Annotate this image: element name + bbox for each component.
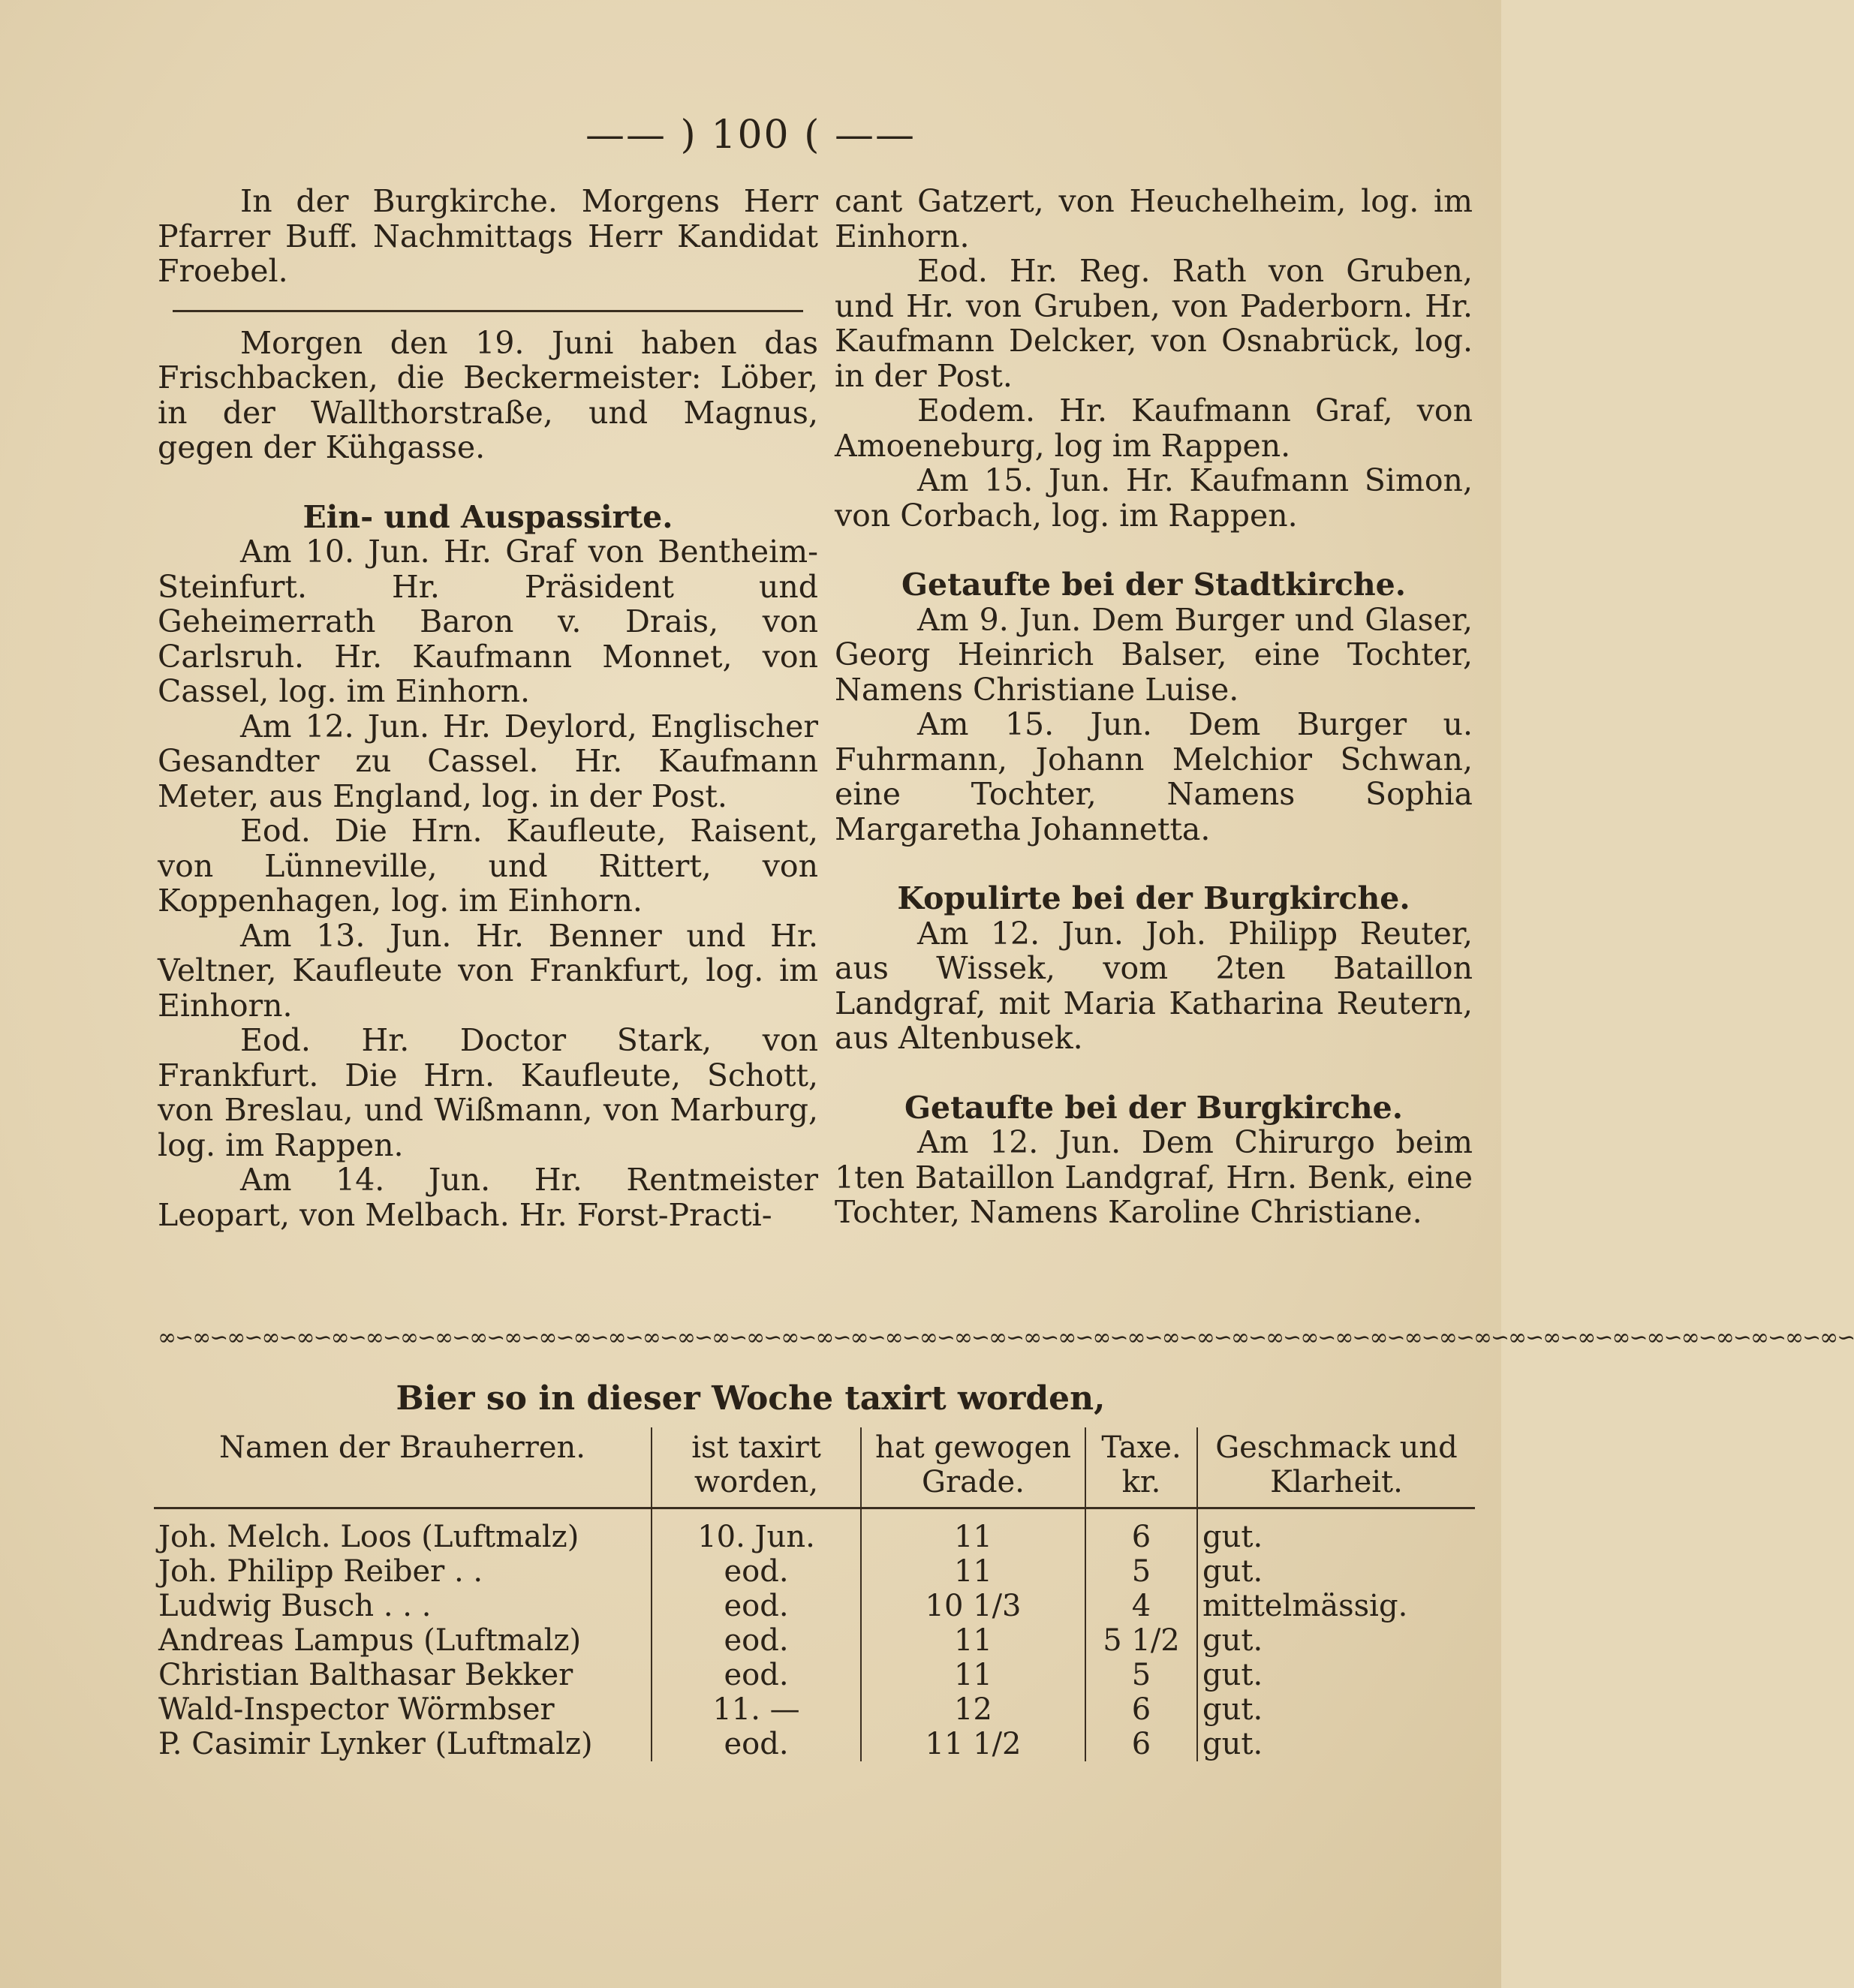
tax-date: eod. [652, 1589, 861, 1623]
tax-date: 11. — [652, 1692, 861, 1727]
tax-value: 5 1/2 [1085, 1623, 1197, 1658]
brewer-name: Joh. Melch. Loos (Luftmalz) [158, 1520, 579, 1554]
table-row [154, 1508, 1475, 1555]
taste-rating: gut. [1197, 1727, 1475, 1761]
baptism-entry: Am 15. Jun. Dem Burger u. Fuhrmann, Johann Melchior Schwan, eine Tochter, Namens Sophia Margaretha Johannetta. [835, 706, 1473, 847]
left-column [158, 184, 818, 1232]
table-row [154, 1554, 1475, 1589]
marriages-castle-church-heading: Kopulirte bei der Burgkirche. [897, 880, 1410, 916]
tax-value: 4 [1085, 1589, 1197, 1623]
tax-date: eod. [652, 1554, 861, 1589]
table-row [154, 1692, 1475, 1727]
travelers-entry: Eod. Hr. Doctor Stark, von Frankfurt. Die Hrn. Kaufleute, Schott, von Breslau, und Wißmann, von Marburg, log. im Rappen. [158, 1022, 818, 1163]
church-service-notice: In der Burgkirche. Morgens Herr Pfarrer Buff. Nachmittags Herr Kandidat Froebel. [158, 183, 818, 289]
section-divider [173, 310, 803, 312]
beer-tax-table [154, 1427, 1475, 1761]
table-header-row [154, 1427, 1475, 1508]
tax-date: eod. [652, 1658, 861, 1692]
weight-grade: 11 [861, 1658, 1085, 1692]
brewer-name: Christian Balthasar Bekker [158, 1658, 573, 1692]
baptisms-castle-church-heading: Getaufte bei der Burgkirche. [904, 1089, 1404, 1126]
tax-value: 5 [1085, 1554, 1197, 1589]
tax-value: 6 [1085, 1692, 1197, 1727]
taste-rating: mittelmässig. [1197, 1589, 1475, 1623]
weight-grade: 12 [861, 1692, 1085, 1727]
travelers-entry: Am 10. Jun. Hr. Graf von Bentheim-Steinfurt. Hr. Präsident und Geheimerrath Baron v. Drais, von Carlsruh. Hr. Kaufmann Monnet, von Cassel, log. im Einhorn. [158, 534, 818, 709]
taste-rating: gut. [1197, 1692, 1475, 1727]
table-row [154, 1658, 1475, 1692]
weight-grade: 11 [861, 1554, 1085, 1589]
page-number: —— ) 100 ( —— [585, 113, 916, 158]
brewer-name: Joh. Philipp Reiber . . [158, 1554, 483, 1589]
tax-date: 10. Jun. [652, 1508, 861, 1555]
col-header-taste: Geschmack und Klarheit. [1197, 1427, 1475, 1508]
ornamental-border: ∞∽∞∽∞∽∞∽∞∽∞∽∞∽∞∽∞∽∞∽∞∽∞∽∞∽∞∽∞∽∞∽∞∽∞∽∞∽∞∽∞∽∞∽∞∽∞∽∞∽∞∽∞∽∞∽∞∽∞∽∞∽∞∽∞∽∞∽∞∽∞∽∞∽∞∽∞∽∞∽∞∽∞∽∞∽∞∽∞∽∞∽∞∽∞∽∞∽ [158, 1325, 1854, 1351]
travelers-entry: Eodem. Hr. Kaufmann Graf, von Amoeneburg, log im Rappen. [835, 392, 1473, 464]
tax-value: 6 [1085, 1727, 1197, 1761]
travelers-entry: Am 13. Jun. Hr. Benner und Hr. Veltner, Kaufleute von Frankfurt, log. im Einhorn. [158, 917, 818, 1024]
taste-rating: gut. [1197, 1658, 1475, 1692]
table-row [154, 1589, 1475, 1623]
taste-rating: gut. [1197, 1508, 1475, 1555]
col-header-tax: Taxe. kr. [1085, 1427, 1197, 1508]
right-column [835, 184, 1473, 1230]
taste-rating: gut. [1197, 1554, 1475, 1589]
brewer-name: Andreas Lampus (Luftmalz) [158, 1623, 582, 1658]
table-row [154, 1727, 1475, 1761]
brewer-name: Wald-Inspector Wörmbser [158, 1692, 555, 1727]
beer-table-title: Bier so in dieser Woche taxirt worden, [396, 1379, 1106, 1418]
travelers-entry: Am 12. Jun. Hr. Deylord, Englischer Gesandter zu Cassel. Hr. Kaufmann Meter, aus England, log. in der Post. [158, 708, 818, 814]
marriage-entry: Am 12. Jun. Joh. Philipp Reuter, aus Wissek, vom 2ten Bataillon Landgraf, mit Maria Katharina Reutern, aus Altenbusek. [835, 915, 1473, 1056]
brewer-name: Ludwig Busch . . . [158, 1589, 432, 1623]
col-header-date: ist taxirt worden, [652, 1427, 861, 1508]
travelers-entry: Am 15. Jun. Hr. Kaufmann Simon, von Corbach, log. im Rappen. [835, 462, 1473, 534]
travelers-entry-continued: cant Gatzert, von Heuchelheim, log. im Einhorn. [835, 183, 1473, 254]
baptism-entry: Am 12. Jun. Dem Chirurgo beim 1ten Bataillon Landgraf, Hrn. Benk, eine Tochter, Namens Karoline Christiane. [835, 1124, 1473, 1230]
col-header-name: Namen der Brauherren. [154, 1427, 652, 1508]
baking-notice: Morgen den 19. Juni haben das Frischbacken, die Beckermeister: Löber, in der Wallthorstraße, und Magnus, gegen der Kühgasse. [158, 324, 818, 465]
taste-rating: gut. [1197, 1623, 1475, 1658]
weight-grade: 10 1/3 [861, 1589, 1085, 1623]
travelers-entry: Eod. Hr. Reg. Rath von Gruben, und Hr. von Gruben, von Paderborn. Hr. Kaufmann Delcker, von Osnabrück, log. in der Post. [835, 253, 1473, 394]
brewer-name: P. Casimir Lynker (Luftmalz) [158, 1727, 593, 1761]
baptisms-city-church-heading: Getaufte bei der Stadtkirche. [901, 567, 1406, 603]
travelers-heading: Ein- und Auspassirte. [302, 498, 673, 535]
tax-date: eod. [652, 1623, 861, 1658]
travelers-entry: Am 14. Jun. Hr. Rentmeister Leopart, von Melbach. Hr. Forst-Practi- [158, 1162, 818, 1233]
baptism-entry: Am 9. Jun. Dem Burger und Glaser, Georg Heinrich Balser, eine Tochter, Namens Christiane Luise. [835, 601, 1473, 708]
col-header-weight: hat gewogen Grade. [861, 1427, 1085, 1508]
table-row [154, 1623, 1475, 1658]
weight-grade: 11 1/2 [861, 1727, 1085, 1761]
travelers-entry: Eod. Die Hrn. Kaufleute, Raisent, von Lünneville, und Rittert, von Koppenhagen, log. im Einhorn. [158, 813, 818, 919]
tax-date: eod. [652, 1727, 861, 1761]
weight-grade: 11 [861, 1508, 1085, 1555]
tax-value: 6 [1085, 1508, 1197, 1555]
weight-grade: 11 [861, 1623, 1085, 1658]
tax-value: 5 [1085, 1658, 1197, 1692]
